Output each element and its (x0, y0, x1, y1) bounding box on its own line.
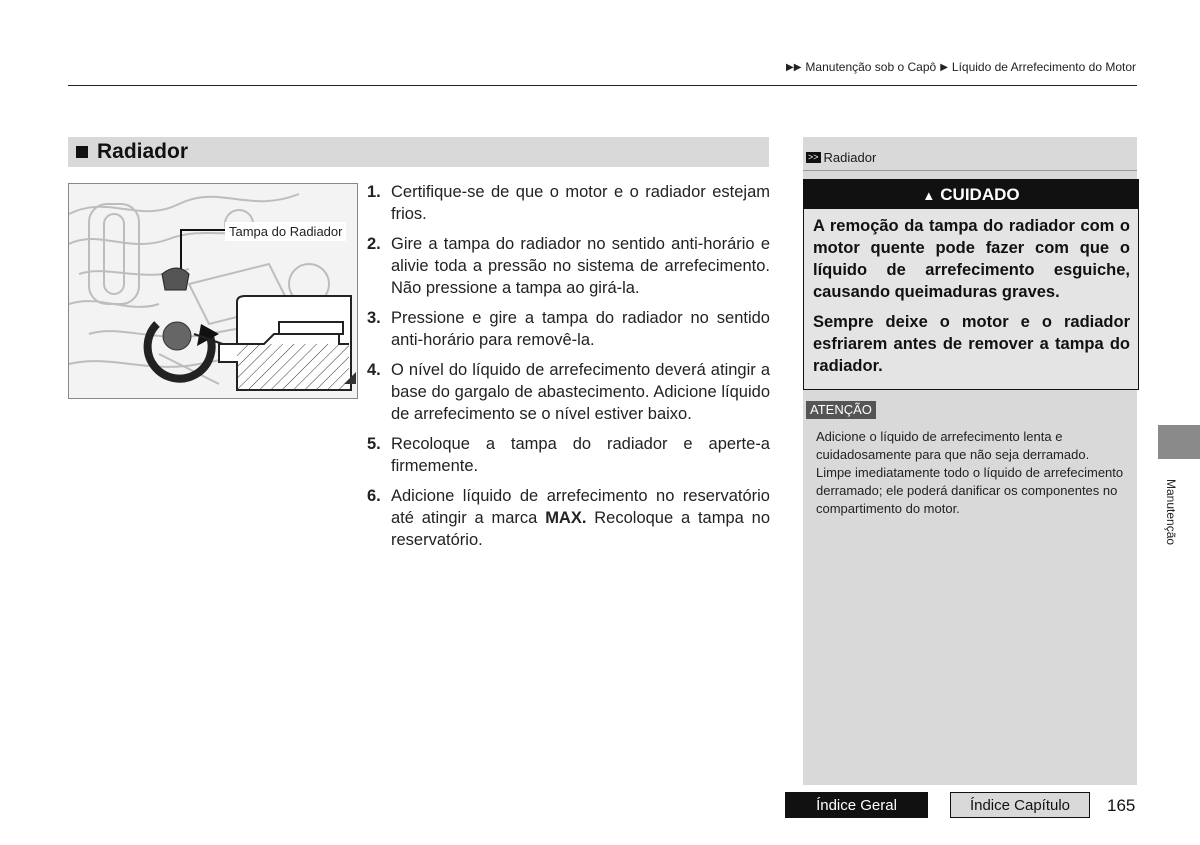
step-number: 6. (367, 487, 381, 505)
breadcrumb-section[interactable]: Manutenção sob o Capô (805, 60, 937, 74)
caution-paragraph: Sempre deixe o motor e o radiador esfriarem antes de remover a tampa do radiador. (813, 313, 1130, 375)
arrow-icon: ▶ (940, 61, 948, 73)
step-text-part: Adicione líquido de arrefecimento no reservatório até atingir a marca (391, 487, 770, 527)
sidebar-reference-label: Radiador (823, 150, 877, 165)
sidebar-reference[interactable] (806, 150, 876, 165)
step-number: 3. (367, 309, 381, 327)
step-text: Recoloque a tampa do radiador e aperte-a firmemente. (391, 435, 770, 475)
step-number: 2. (367, 235, 381, 253)
breadcrumb (786, 60, 1136, 74)
engine-drawing (69, 184, 357, 398)
step-text: Pressione e gire a tampa do radiador no sentido anti-horário para removê-la. (391, 309, 770, 349)
attention-text: Adicione o líquido de arrefecimento lenta e cuidadosamente para que não seja derramado. Limpe imediatamente todo o líquido de arrefecimento derramado; ele poderá danificar os componentes no compartimento do motor. (816, 429, 1124, 516)
step-number: 4. (367, 361, 381, 379)
caution-paragraph: A remoção da tampa do radiador com o motor quente pode fazer com que o líquido de arrefecimento esguiche, causando queimaduras graves. (813, 217, 1130, 301)
chapter-tab-label: Manutenção (1164, 479, 1178, 546)
section-header (68, 137, 769, 167)
step-item (367, 359, 770, 425)
page-number: 165 (1107, 796, 1136, 815)
step-item (367, 307, 770, 351)
max-mark-text: MAX. (545, 509, 587, 527)
step-text (391, 485, 770, 551)
breadcrumb-topic[interactable]: Líquido de Arrefecimento do Motor (951, 60, 1136, 74)
step-number: 5. (367, 435, 381, 453)
step-number: 1. (367, 183, 381, 201)
chapter-tab[interactable] (1158, 425, 1200, 459)
double-chevron-icon: >> (808, 152, 819, 162)
step-item (367, 233, 770, 299)
square-bullet-icon (76, 146, 88, 158)
procedure-steps (367, 181, 770, 559)
double-arrow-icon: ▶▶ (786, 61, 802, 73)
sidebar-divider (803, 170, 1137, 171)
step-text-part: Recoloque a tampa no reservatório. (391, 509, 770, 549)
radiator-cap-callout: Tampa do Radiador (225, 222, 346, 241)
step-item (367, 433, 770, 477)
general-index-button[interactable]: Índice Geral (785, 792, 928, 818)
attention-label: ATENÇÃO (806, 401, 876, 419)
caution-body (804, 209, 1138, 389)
step-item (367, 485, 770, 551)
step-text: O nível do líquido de arrefecimento deverá atingir a base do gargalo de abastecimento. Adicione líquido de arrefecimento se o nível estiver baixo. (391, 361, 770, 423)
caution-box (803, 179, 1139, 390)
section-title: Radiador (97, 140, 189, 163)
caution-title: CUIDADO (940, 185, 1020, 204)
warning-triangle-icon: ▲ (922, 188, 936, 203)
step-text: Gire a tampa do radiador no sentido anti-horário e alivie toda a pressão no sistema de arrefecimento. Não pressione a tampa ao girá-la. (391, 235, 770, 297)
step-item (367, 181, 770, 225)
radiator-cap-illustration (68, 183, 358, 399)
sidebar-notes (803, 137, 1137, 785)
header-rule (68, 85, 1137, 86)
step-text: Certifique-se de que o motor e o radiador estejam frios. (391, 183, 770, 223)
caution-header (804, 180, 1138, 209)
chapter-index-button[interactable]: Índice Capítulo (950, 792, 1090, 818)
